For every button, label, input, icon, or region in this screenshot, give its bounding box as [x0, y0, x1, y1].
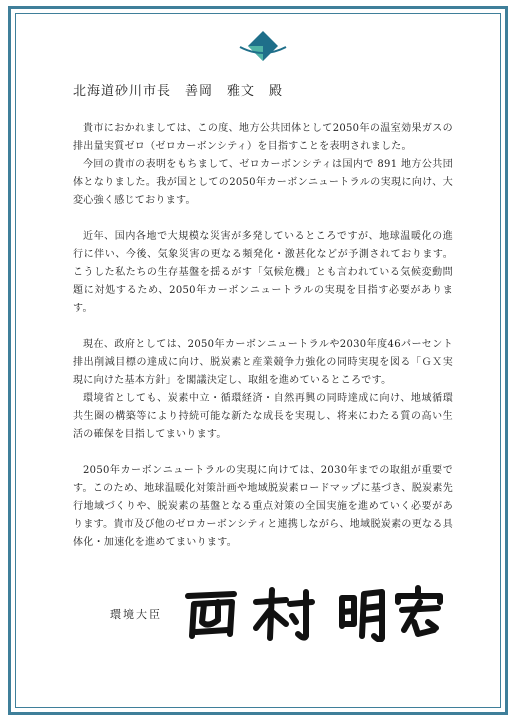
paragraph: 2050年カーボンニュートラルの実現に向けては、2030年までの取組が重要です。このため、地球温暖化対策計画や地域脱炭素ロードマップに基づき、脱炭素先行地域づくりや、脱炭素の基盤となる重点対策の全国実施を進めていく必要があります。貴市及び他のゼロカーボンシティと連携しながら、地域脱炭素の更なる具体化・加速化を進めてまいります。 [73, 465, 453, 548]
letter-body [73, 120, 453, 570]
handwritten-signature [182, 584, 452, 642]
paragraph: 近年、国内各地で大規模な災害が多発しているところですが、地球温暖化の進行に伴い、今後、気象災害の更なる頻発化・激甚化などが予測されております。こうした私たちの生存基盤を揺るがす「気候危機」とも言われている気候変動問題に対処するため、2050年カーボンニュートラルの実現を目指す必要があります。 [73, 231, 453, 314]
addressee: 北海道砂川市長 善岡 雅文 殿 [73, 84, 284, 99]
signature-block [110, 584, 450, 644]
signer-title: 環境大臣 [110, 608, 162, 621]
ministry-logo [238, 29, 288, 63]
paragraph: 今回の貴市の表明をもちまして、ゼロカーボンシティは国内で 891 地方公共団体となりました。我が国としての2050年カーボンニュートラルの実現に向け、大変心強く感じております。 [73, 159, 453, 206]
paragraph: 環境省としても、炭素中立・循環経済・自然再興の同時達成に向け、地域循環共生圏の構築等により持続可能な新たな成長を実現し、将来にわたる質の高い生活の確保を目指してまいります。 [73, 393, 453, 440]
paragraph: 現在、政府としては、2050年カーボンニュートラルや2030年度46パーセント排出削減目標の達成に向け、脱炭素と産業競争力強化の同時実現を図る「ＧＸ実現に向けた基本方針」を閣議決定し、取組を進めているところです。 [73, 339, 453, 386]
paragraph: 貴市におかれましては、この度、地方公共団体として2050年の温室効果ガスの排出量実質ゼロ（ゼロカーボンシティ）を目指すことを表明されました。 [73, 123, 453, 152]
